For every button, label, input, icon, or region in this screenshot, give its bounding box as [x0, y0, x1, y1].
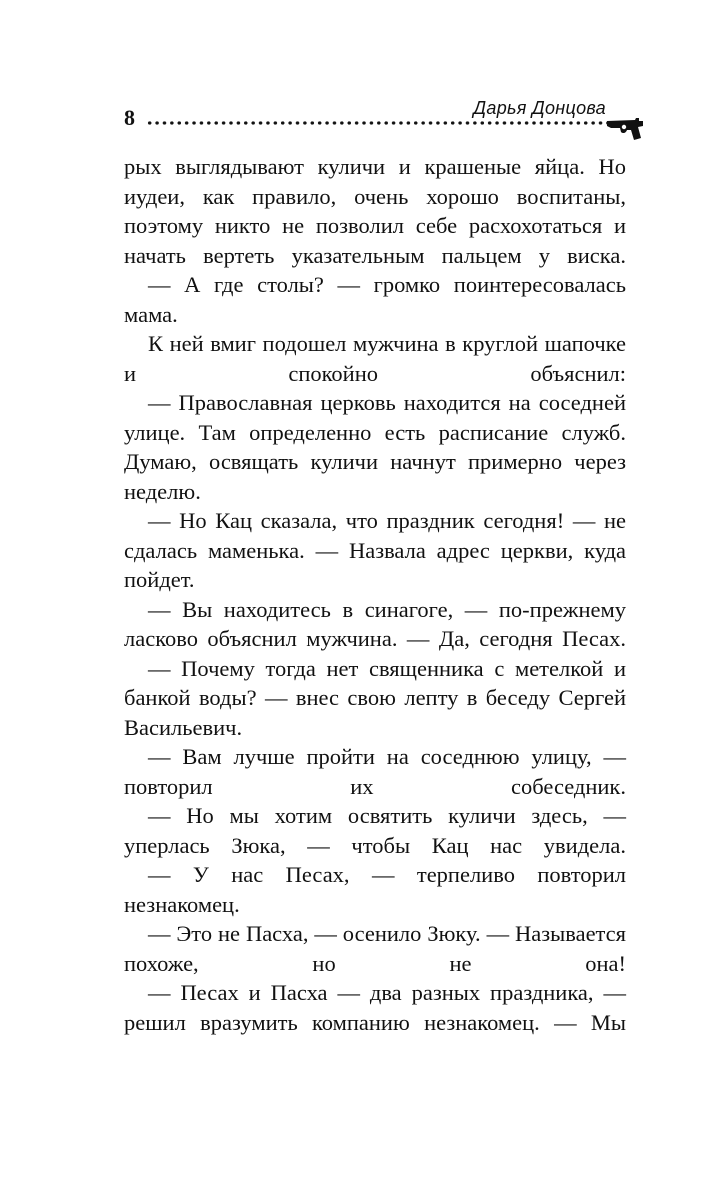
- paragraph: — Православная церковь находится на соседней улице. Там определенно есть расписание служб. Думаю, освящать куличи начнут примерно через неделю.: [124, 390, 626, 504]
- paragraph: — Но мы хотим освятить куличи здесь, — уперлась Зюка, — чтобы Кац нас увидела.: [124, 803, 626, 858]
- paragraph: — Почему тогда нет священника с метелкой и банкой воды? — внес свою лепту в беседу Сергей Васильевич.: [124, 655, 626, 740]
- paragraph: рых выглядывают куличи и крашеные яйца. Но иудеи, как правило, очень хорошо воспитаны, поэтому никто не позволил себе расхохотаться и начать вертеть указательным пальцем у виска.: [124, 154, 626, 268]
- revolver-icon: [605, 114, 645, 142]
- dotted-leader: [146, 120, 616, 126]
- paragraph: К ней вмиг подошел мужчина в круглой шапочке и спокойно объяснил:: [124, 331, 626, 386]
- paragraph: — Вы находитесь в синагоге, — по-прежнему ласково объяснил мужчина. — Да, сегодня Песах.: [124, 596, 626, 651]
- page-number: 8: [124, 105, 135, 130]
- body-text: [124, 152, 626, 1037]
- paragraph: — Песах и Пасха — два разных праздника, — решил вразумить компанию незнакомец. — Мы: [124, 980, 626, 1035]
- running-header: [124, 98, 644, 148]
- paragraph: — У нас Песах, — терпеливо повторил незнакомец.: [124, 862, 626, 917]
- paragraph: — Это не Пасха, — осенило Зюку. — Называется похоже, но не она!: [124, 921, 626, 976]
- author-name: Дарья Донцова: [473, 98, 606, 118]
- paragraph: — Но Кац сказала, что праздник сегодня! — не сдалась маменька. — Назвала адрес церкви, куда пойдет.: [124, 508, 626, 592]
- paragraph: — А где столы? — громко поинтересовалась мама.: [124, 272, 626, 327]
- paragraph: — Вам лучше пройти на соседнюю улицу, — повторил их собеседник.: [124, 744, 626, 799]
